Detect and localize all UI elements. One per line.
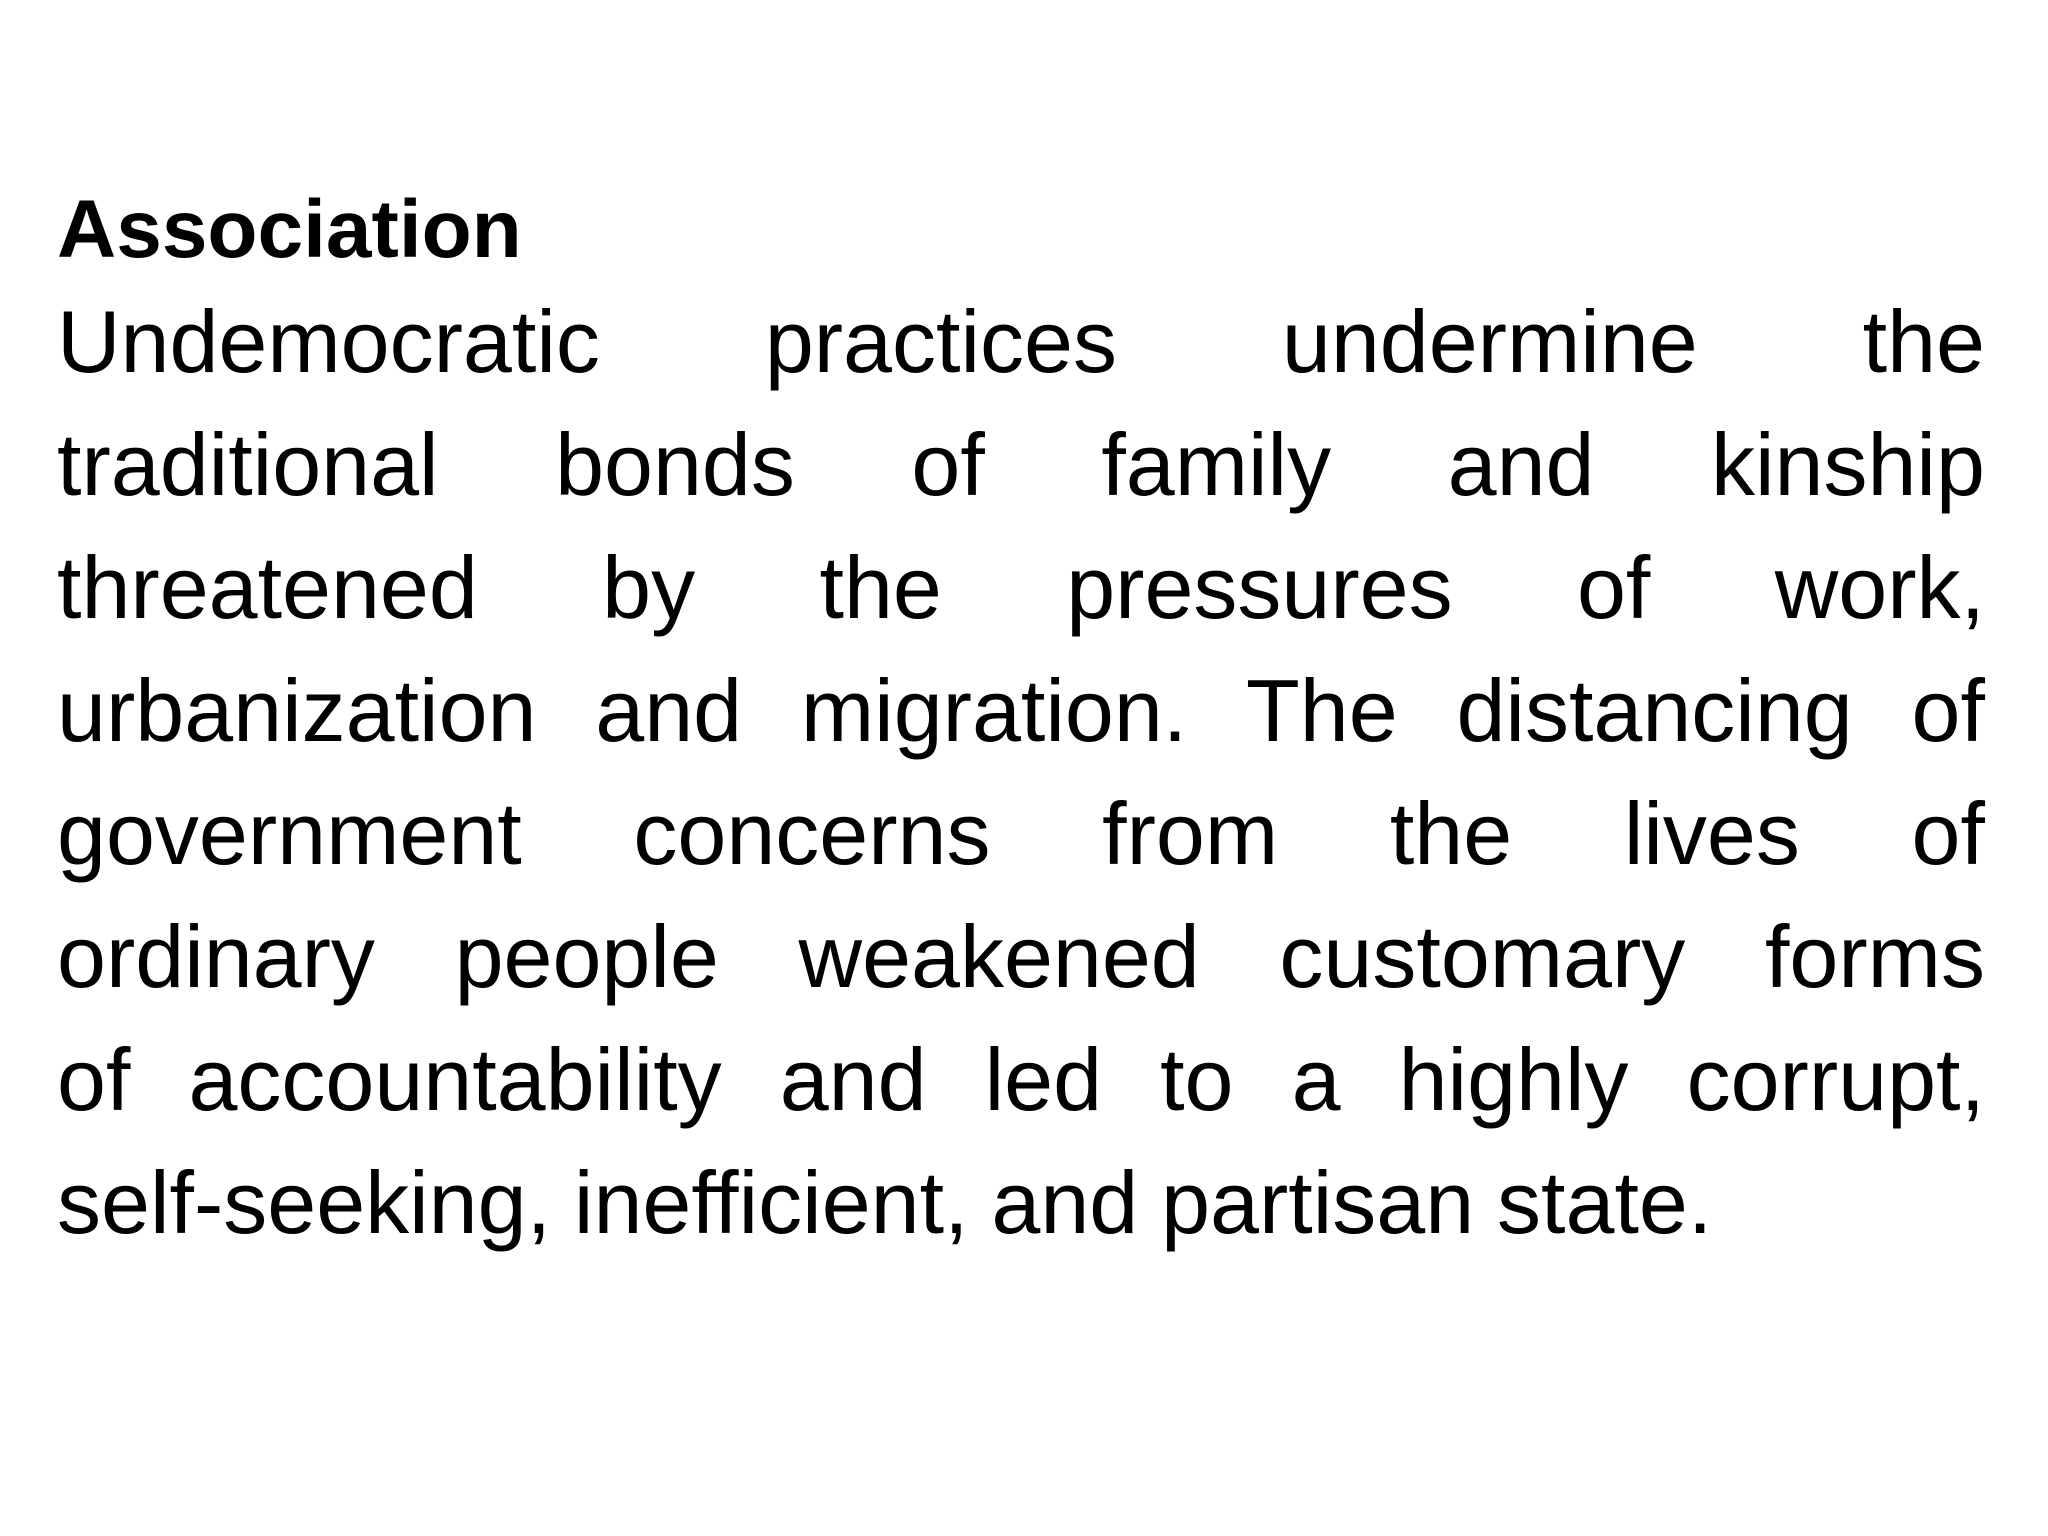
paragraph-word: Undemocratic <box>57 292 600 391</box>
paragraph-word: work, <box>1774 538 1985 637</box>
paragraph-word: accountability <box>188 1030 722 1129</box>
paragraph-word: state. <box>1497 1153 1713 1252</box>
paragraph-line <box>57 1018 1985 1141</box>
paragraph-word: undermine <box>1281 292 1698 391</box>
paragraph-word: government <box>57 784 522 883</box>
paragraph-word: the <box>1389 784 1513 883</box>
paragraph-word: pressures <box>1066 538 1453 637</box>
paragraph-word: led <box>984 1030 1103 1129</box>
paragraph-word: self-seeking, <box>57 1153 552 1252</box>
paragraph-word: threatened <box>57 538 478 637</box>
paragraph-word: lives <box>1623 784 1800 883</box>
slide-heading: Association <box>57 184 522 275</box>
paragraph-word: and <box>991 1153 1139 1252</box>
paragraph-word: kinship <box>1711 415 1985 514</box>
body-paragraph <box>57 280 1985 1264</box>
paragraph-word: the <box>819 538 942 637</box>
paragraph-word: customary <box>1279 907 1686 1006</box>
paragraph-word: to <box>1160 1030 1234 1129</box>
paragraph-word: traditional <box>57 415 439 514</box>
paragraph-word: distancing <box>1456 661 1853 760</box>
paragraph-word: of <box>911 415 985 514</box>
paragraph-word: weakened <box>798 907 1200 1006</box>
paragraph-line <box>57 649 1985 772</box>
paragraph-word: urbanization <box>57 661 537 760</box>
paragraph-word: of <box>1576 538 1651 637</box>
paragraph-line <box>57 895 1985 1018</box>
paragraph-word: family <box>1101 415 1332 514</box>
paragraph-word: partisan <box>1161 1153 1475 1252</box>
paragraph-word: bonds <box>555 415 795 514</box>
paragraph-word: concerns <box>633 784 991 883</box>
paragraph-word: practices <box>764 292 1117 391</box>
paragraph-word: corrupt, <box>1686 1030 1985 1129</box>
paragraph-line <box>57 403 1985 526</box>
paragraph-word: and <box>1447 415 1595 514</box>
paragraph-word: and <box>779 1030 927 1129</box>
paragraph-word: of <box>1911 784 1985 883</box>
paragraph-word: highly <box>1398 1030 1629 1129</box>
paragraph-line <box>57 526 1985 649</box>
paragraph-word: ordinary <box>57 907 375 1006</box>
paragraph-word: people <box>454 907 719 1006</box>
paragraph-word: and <box>595 661 743 760</box>
paragraph-word: of <box>1911 661 1985 760</box>
paragraph-word: forms <box>1764 907 1985 1006</box>
paragraph-line <box>57 280 1985 403</box>
paragraph-word: a <box>1291 1030 1341 1129</box>
paragraph-line <box>57 1141 1985 1264</box>
paragraph-word: The <box>1246 661 1398 760</box>
paragraph-word: of <box>57 1030 131 1129</box>
slide-content <box>57 180 1985 1264</box>
paragraph-word: by <box>602 538 696 637</box>
paragraph-word: inefficient, <box>573 1153 969 1252</box>
paragraph-word: migration. <box>800 661 1188 760</box>
paragraph-word: from <box>1102 784 1279 883</box>
paragraph-line <box>57 772 1985 895</box>
paragraph-word: the <box>1862 292 1985 391</box>
